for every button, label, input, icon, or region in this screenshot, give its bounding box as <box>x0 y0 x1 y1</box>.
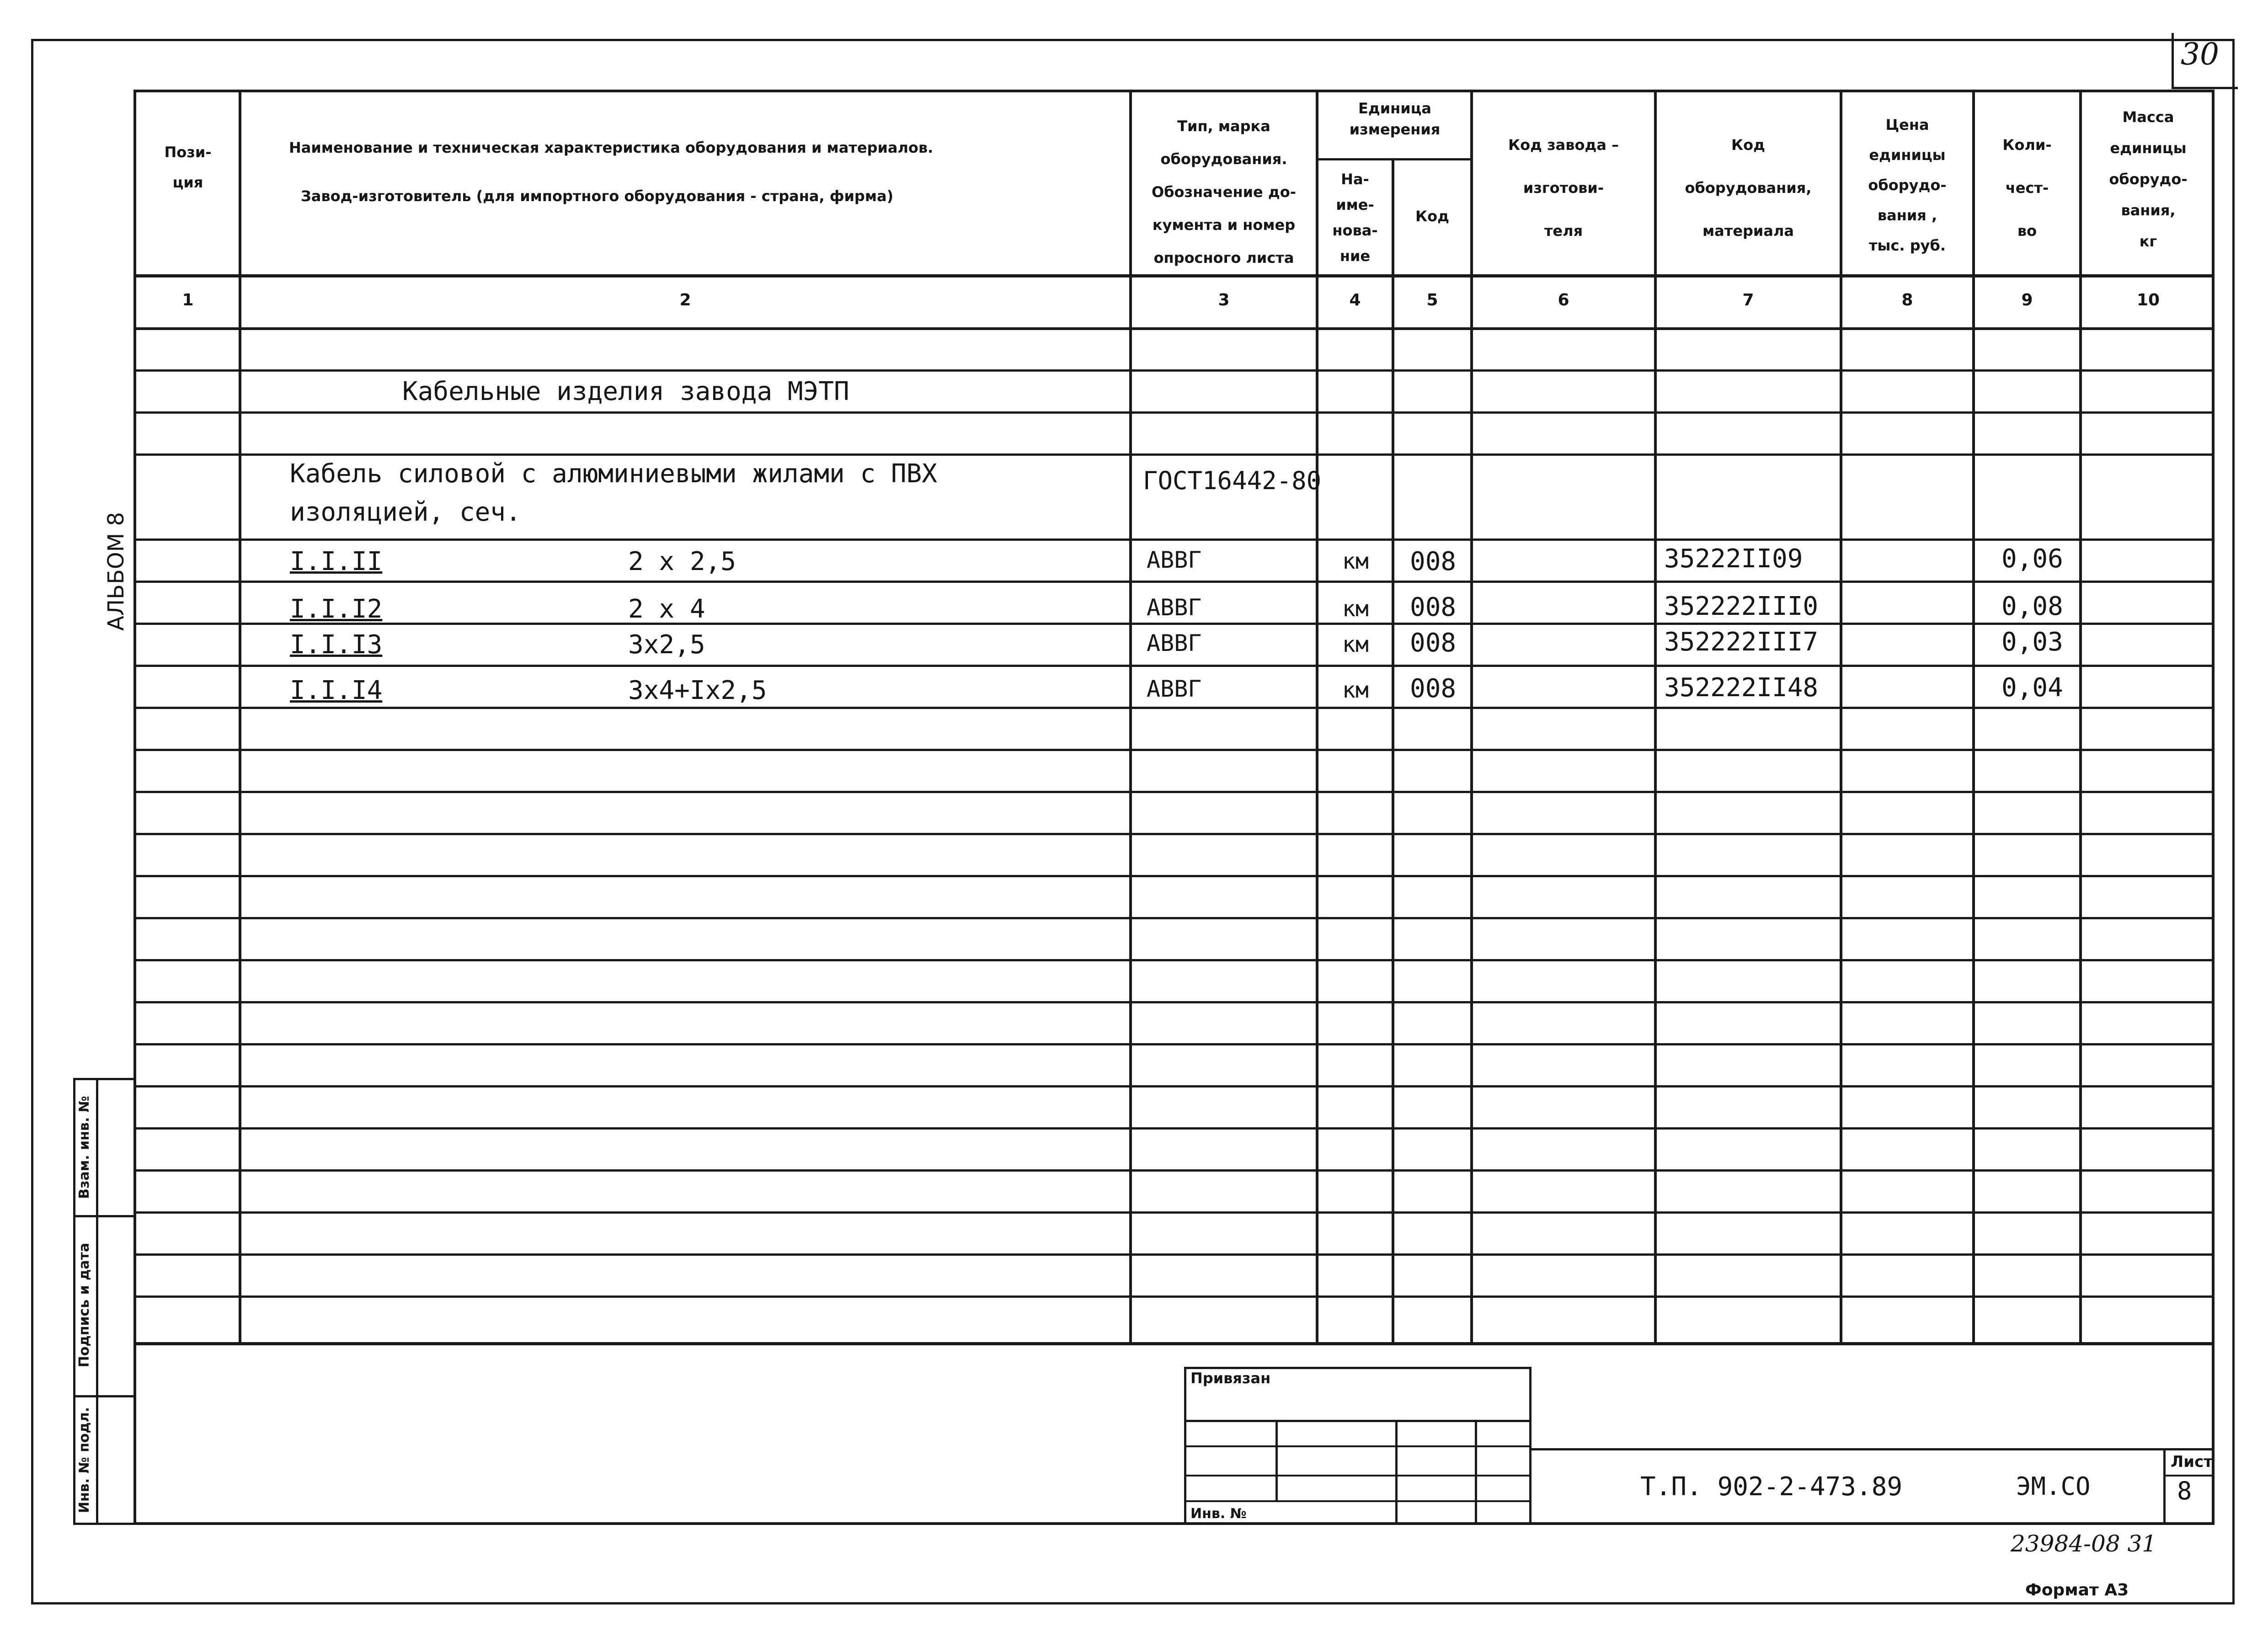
document-code: Т.П. 902-2-473.89 <box>1640 1472 1903 1502</box>
row-unit: км <box>1342 549 1369 574</box>
row-position: I.I.I2 <box>290 594 383 624</box>
row-line <box>133 1253 2215 1256</box>
header-plant-code: Код завода – изготови- теля <box>1508 136 1619 240</box>
row-position: I.I.I4 <box>290 676 383 705</box>
table-body-end <box>133 1342 2215 1345</box>
side-stamp-divider <box>96 1078 98 1525</box>
bind-block-inv: Инв. № <box>1190 1506 1247 1522</box>
header-price: Цена единицы оборудо- вания , тыс. руб. <box>1868 116 1947 254</box>
row-line <box>133 707 2215 709</box>
row-line <box>133 665 2215 667</box>
row-line <box>133 369 2215 372</box>
header-quantity: Коли- чест- во <box>2002 136 2052 240</box>
header-name-line2: Завод-изготовитель (для импортного оборудования - страна, фирма) <box>301 187 894 205</box>
row-line <box>133 959 2215 961</box>
bind-line <box>1184 1500 1532 1502</box>
col-line <box>239 90 241 1344</box>
album-label: АЛЬБОМ 8 <box>103 512 129 631</box>
title-block-top <box>1532 1448 2215 1450</box>
row-line <box>133 749 2215 751</box>
row-line <box>133 875 2215 877</box>
column-number: 1 <box>182 291 194 309</box>
header-mass: Масса единицы оборудо- вания, кг <box>2109 108 2188 250</box>
row-quantity: 0,03 <box>2001 627 2063 657</box>
column-number: 2 <box>679 291 691 309</box>
row-quantity: 0,08 <box>2001 592 2063 621</box>
column-numbers-divider <box>133 327 2215 330</box>
header-divider <box>133 274 2215 277</box>
row-type: АВВГ <box>1147 676 1202 702</box>
row-line <box>133 453 2215 456</box>
header-name-line1: Наименование и техническая характеристика оборудования и материалов. <box>289 139 934 156</box>
row-line <box>133 833 2215 835</box>
header-unit-name: На- име- нова- ние <box>1332 171 1378 265</box>
row-material-code: 352222III7 <box>1664 627 1819 657</box>
row-size: 3x2,5 <box>628 630 705 660</box>
column-number: 5 <box>1426 291 1438 309</box>
row-type: АВВГ <box>1147 594 1202 621</box>
row-position: I.I.II <box>290 547 383 576</box>
col-line <box>1316 90 1318 1344</box>
header-position: Пози- ция <box>164 144 212 191</box>
row-unit: км <box>1342 596 1369 622</box>
section-title: Кабельные изделия завода МЭТП <box>402 377 849 406</box>
row-unit-code: 008 <box>1410 674 1457 704</box>
row-unit-code: 008 <box>1410 547 1457 576</box>
row-material-code: 352222III0 <box>1664 592 1819 621</box>
column-number: 10 <box>2136 291 2160 309</box>
bind-line <box>1184 1475 1532 1476</box>
row-type: АВВГ <box>1147 547 1202 573</box>
row-line <box>133 1127 2215 1130</box>
sheet-number: 8 <box>2177 1476 2192 1505</box>
header-unit-code: Код <box>1415 208 1449 225</box>
bind-vline <box>1395 1420 1398 1525</box>
header-material-code: Код оборудования, материала <box>1685 136 1812 240</box>
bind-vline <box>1275 1420 1278 1502</box>
header-unit-group: Единица измерения <box>1349 100 1441 138</box>
side-stamp-podpis: Подпись и дата <box>76 1242 92 1368</box>
row-line <box>133 411 2215 414</box>
side-stamp-vzam: Взам. инв. № <box>76 1096 92 1199</box>
row-size: 2 x 4 <box>628 594 705 624</box>
column-number: 8 <box>1901 291 1913 309</box>
row-material-code: 35222II09 <box>1664 544 1803 574</box>
row-line <box>133 1043 2215 1045</box>
row-size: 2 x 2,5 <box>628 547 736 576</box>
item-group-name-line1: Кабель силовой с алюминиевыми жилами с ПВХ <box>290 459 938 489</box>
unit-group-divider <box>1316 158 1471 160</box>
col-line <box>1129 90 1132 1344</box>
column-number: 3 <box>1218 291 1230 309</box>
row-line <box>133 1001 2215 1003</box>
row-type: АВВГ <box>1147 630 1202 656</box>
row-line <box>133 917 2215 919</box>
row-unit: км <box>1342 677 1369 703</box>
table-bottom <box>133 1522 2215 1525</box>
bind-line <box>1184 1445 1532 1447</box>
document-mark: ЭМ.СО <box>2016 1472 2091 1501</box>
sheet-label: Лист <box>2171 1453 2213 1471</box>
bind-vline <box>1475 1420 1477 1525</box>
row-unit-code: 008 <box>1410 592 1457 622</box>
column-number: 6 <box>1558 291 1569 309</box>
item-group-name-line2: изоляцией, сеч. <box>290 497 521 527</box>
bind-line <box>1184 1420 1532 1422</box>
format-label: Формат А3 <box>2025 1581 2129 1599</box>
row-quantity: 0,04 <box>2001 673 2063 703</box>
handwritten-reference: 23984-08 31 <box>2011 1530 2157 1557</box>
row-line <box>133 623 2215 625</box>
col-line <box>1840 90 1842 1344</box>
row-size: 3x4+Ix2,5 <box>628 676 767 705</box>
row-position: I.I.I3 <box>290 630 383 660</box>
row-line <box>133 1211 2215 1214</box>
row-line <box>133 1085 2215 1087</box>
row-unit: км <box>1342 632 1369 657</box>
row-quantity: 0,06 <box>2001 544 2063 574</box>
column-number: 7 <box>1742 291 1754 309</box>
row-line <box>133 538 2215 541</box>
item-group-standard: ГОСТ16442-80 <box>1143 466 1322 495</box>
row-line <box>133 1295 2215 1298</box>
row-line <box>133 581 2215 583</box>
column-number: 4 <box>1349 291 1361 309</box>
col-line <box>1392 158 1394 1344</box>
side-stamp-inv: Инв. № подл. <box>76 1407 92 1514</box>
col-line <box>2079 90 2082 1344</box>
column-number: 9 <box>2021 291 2033 309</box>
header-type: Тип, марка оборудования. Обозначение до- кумента и номер опросного листа <box>1152 117 1296 267</box>
corner-sheet-number: 30 <box>2181 37 2219 72</box>
row-line <box>133 791 2215 793</box>
col-line <box>1972 90 1975 1344</box>
col-line <box>1654 90 1657 1344</box>
row-material-code: 352222II48 <box>1664 673 1819 703</box>
title-block-sheet-vline <box>2163 1448 2166 1525</box>
row-line <box>133 1169 2215 1172</box>
col-line <box>1470 90 1473 1344</box>
bind-block-privyazan: Привязан <box>1190 1370 1271 1387</box>
row-unit-code: 008 <box>1410 628 1457 658</box>
